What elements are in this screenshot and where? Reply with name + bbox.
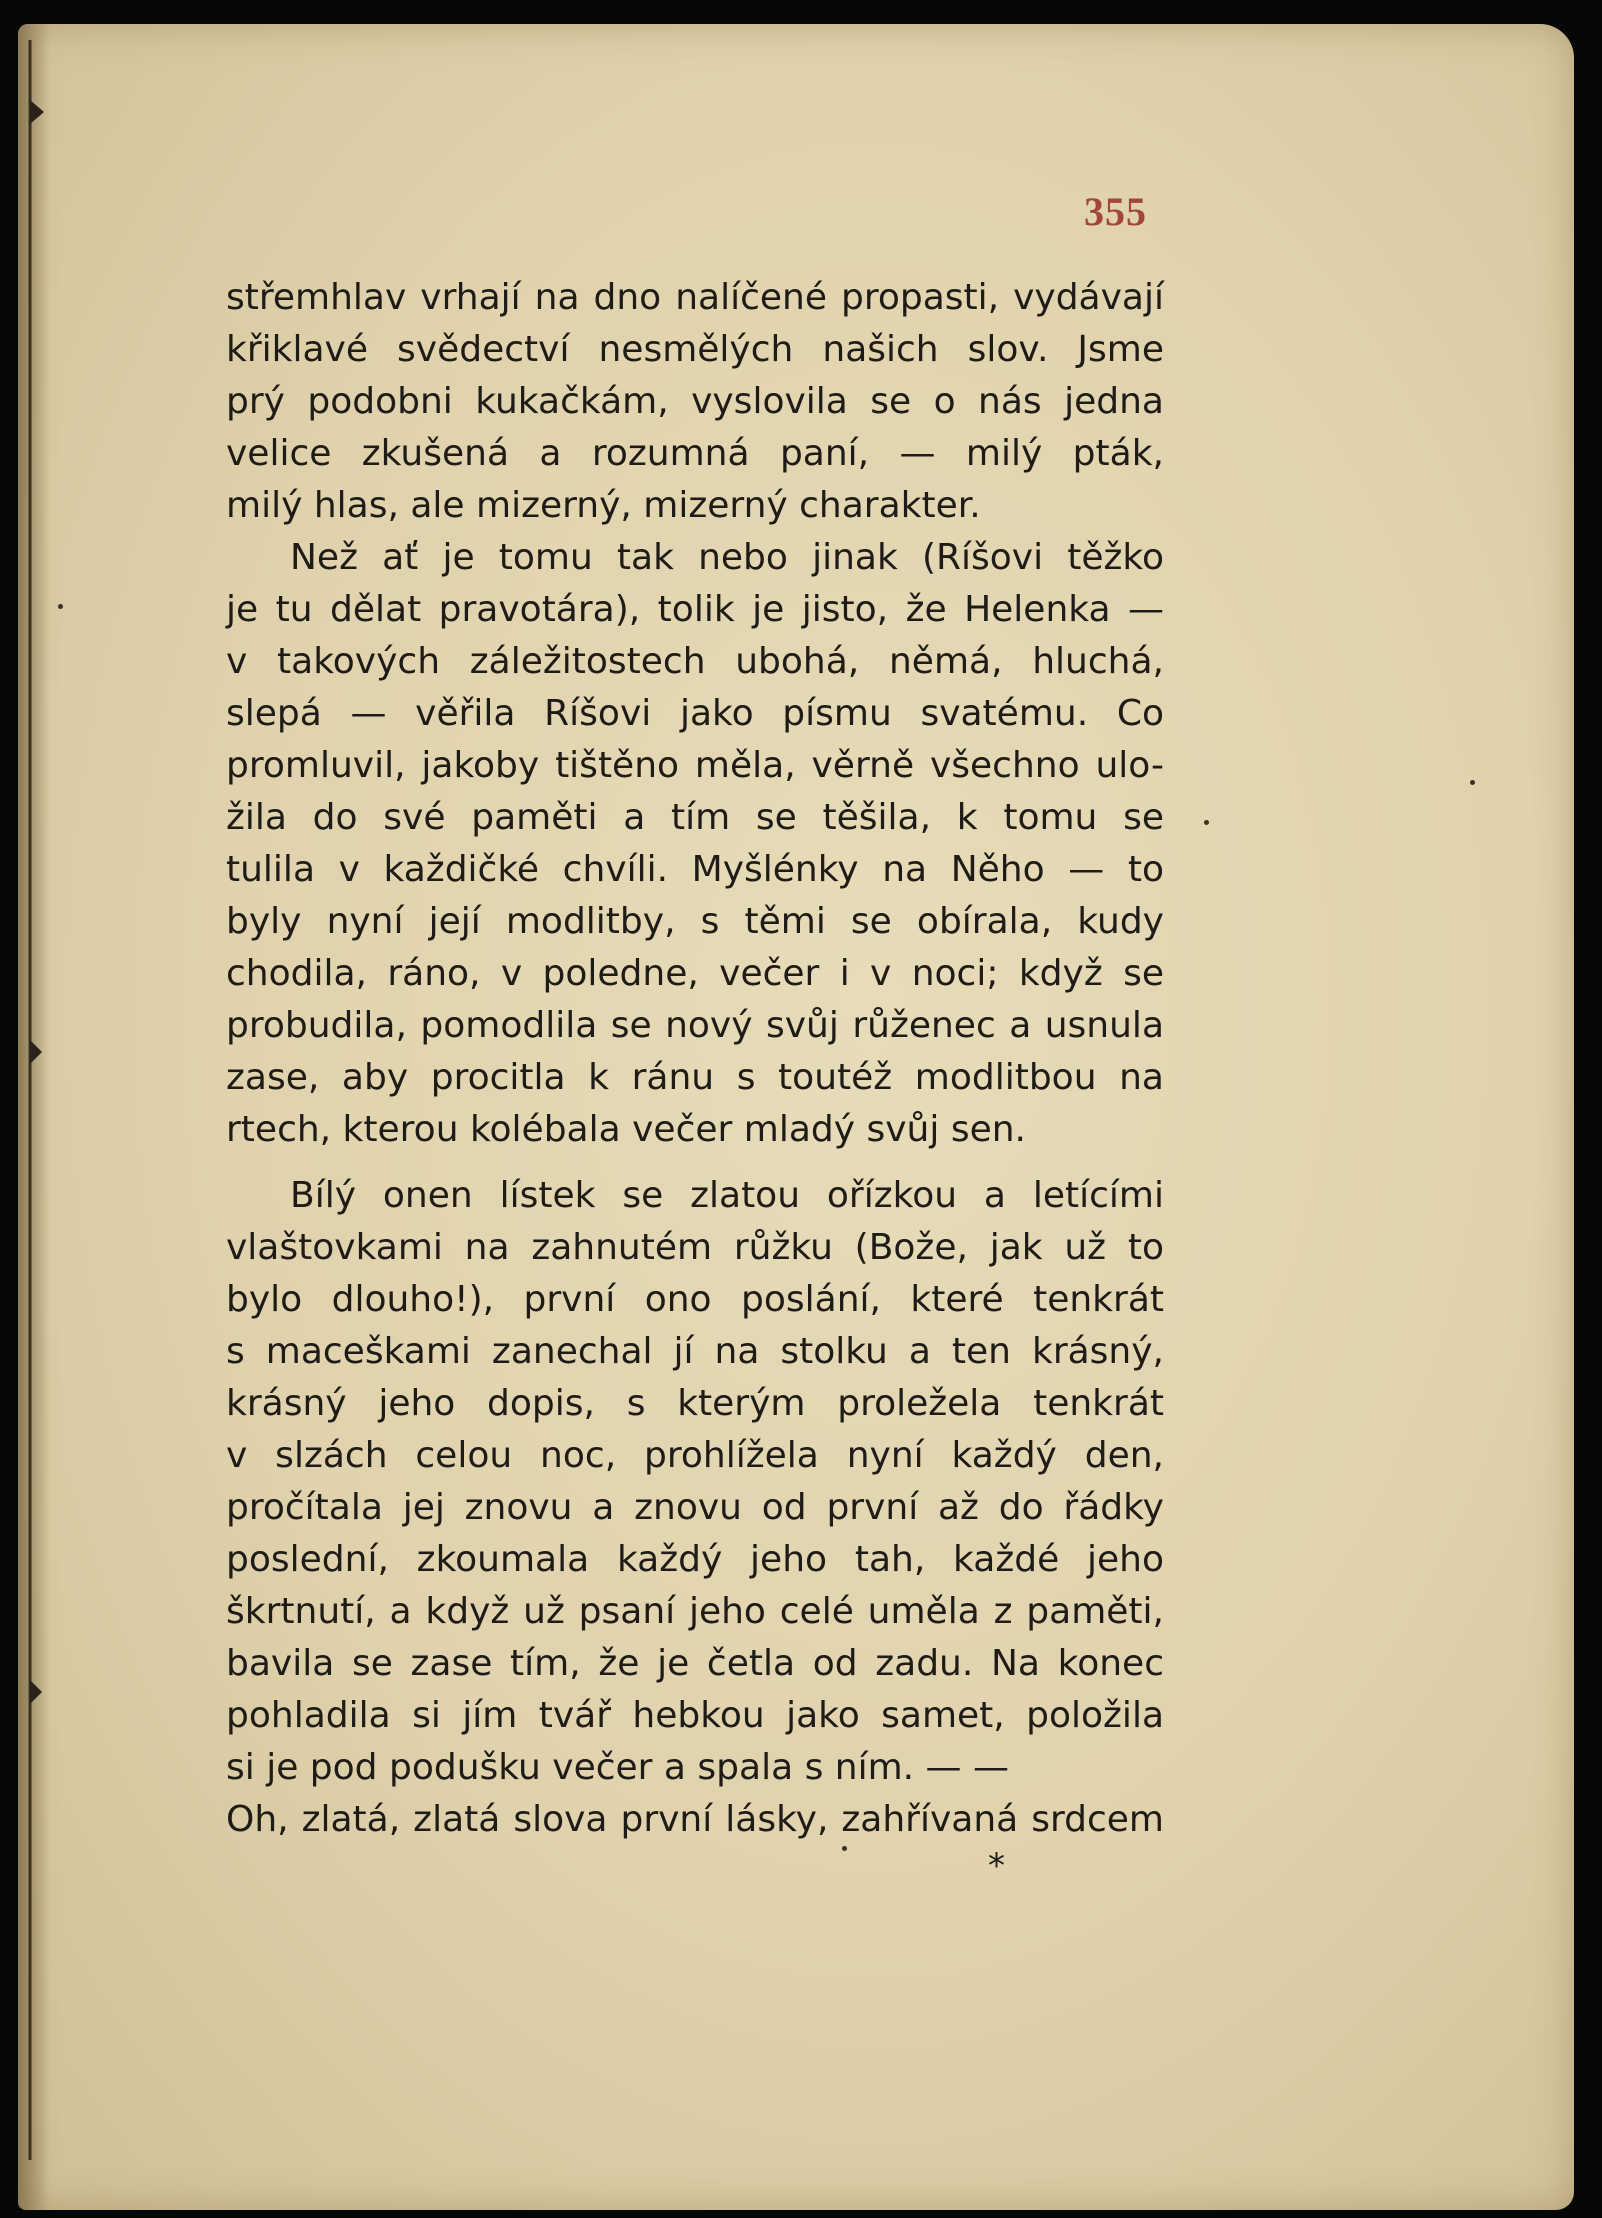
text-line: s maceškami zanechal jí na stolku a ten krásný, (226, 1331, 1164, 1372)
ink-speck (842, 1846, 847, 1851)
text-line: bylo dlouho!), první ono poslání, které tenkrát (226, 1279, 1164, 1320)
ink-speck (1470, 780, 1475, 785)
body-text (226, 272, 1164, 1846)
page-number: 355 (1084, 189, 1147, 234)
text-line: rtech, kterou kolébala večer mladý svůj sen. (226, 1109, 1026, 1150)
text-line: Než ať je tomu tak nebo jinak (Ríšovi těžko (290, 537, 1164, 578)
text-line: promluvil, jakoby tištěno měla, věrně všechno ulo- (226, 745, 1164, 786)
ink-speck (1204, 820, 1209, 825)
text-line: zase, aby procitla k ránu s toutéž modlitbou na (226, 1057, 1164, 1098)
text-line: pohladila si jím tvář hebkou jako samet, položila (226, 1695, 1164, 1736)
text-line-indented (226, 1170, 1164, 1222)
text-line: velice zkušená a rozumná paní, — milý pták, (226, 433, 1164, 474)
text-line: křiklavé svědectví nesmělých našich slov. Jsme (226, 329, 1164, 370)
text-line: prý podobni kukačkám, vyslovila se o nás jedna (226, 381, 1164, 422)
text-line: Bílý onen lístek se zlatou ořízkou a letícími (290, 1175, 1164, 1216)
text-line: si je pod podušku večer a spala s ním. — — (226, 1747, 1009, 1788)
paragraph (226, 1170, 1164, 1846)
text-line: je tu dělat pravotára), tolik je jisto, že Helenka — (226, 589, 1164, 630)
text-line: tulila v každičké chvíli. Myšlénky na Něho — to (226, 849, 1164, 890)
ink-speck (58, 604, 63, 609)
text-line-indented (226, 532, 1164, 584)
paragraph (226, 532, 1164, 1156)
text-line: Oh, zlatá, zlatá slova první lásky, zahřívaná srdcem (226, 1799, 1164, 1840)
binding-thread (26, 40, 30, 2160)
text-line: žila do své paměti a tím se těšila, k tomu se (226, 797, 1164, 838)
section-asterisk: * (988, 1846, 1005, 1886)
paragraph (226, 272, 1164, 532)
paragraph-gap (226, 1156, 1164, 1170)
text-line: střemhlav vrhají na dno nalíčené propasti, vydávají (226, 277, 1164, 318)
text-line: milý hlas, ale mizerný, mizerný charakter. (226, 485, 981, 526)
text-line: vlaštovkami na zahnutém růžku (Bože, jak už to (226, 1227, 1164, 1268)
text-line: škrtnutí, a když už psaní jeho celé uměla z paměti, (226, 1591, 1164, 1632)
text-line: bavila se zase tím, že je četla od zadu. Na konec (226, 1643, 1164, 1684)
text-line: pročítala jej znovu a znovu od první až do řádky (226, 1487, 1164, 1528)
text-line: krásný jeho dopis, s kterým proležela tenkrát (226, 1383, 1164, 1424)
text-line: v slzách celou noc, prohlížela nyní každý den, (226, 1435, 1164, 1476)
text-line: slepá — věřila Ríšovi jako písmu svatému. Co (226, 693, 1164, 734)
text-line: probudila, pomodlila se nový svůj růženec a usnula (226, 1005, 1164, 1046)
text-line: chodila, ráno, v poledne, večer i v noci; když se (226, 953, 1164, 994)
text-line: v takových záležitostech ubohá, němá, hluchá, (226, 641, 1164, 682)
text-line: byly nyní její modlitby, s těmi se obírala, kudy (226, 901, 1164, 942)
text-line: poslední, zkoumala každý jeho tah, každé jeho (226, 1539, 1164, 1580)
